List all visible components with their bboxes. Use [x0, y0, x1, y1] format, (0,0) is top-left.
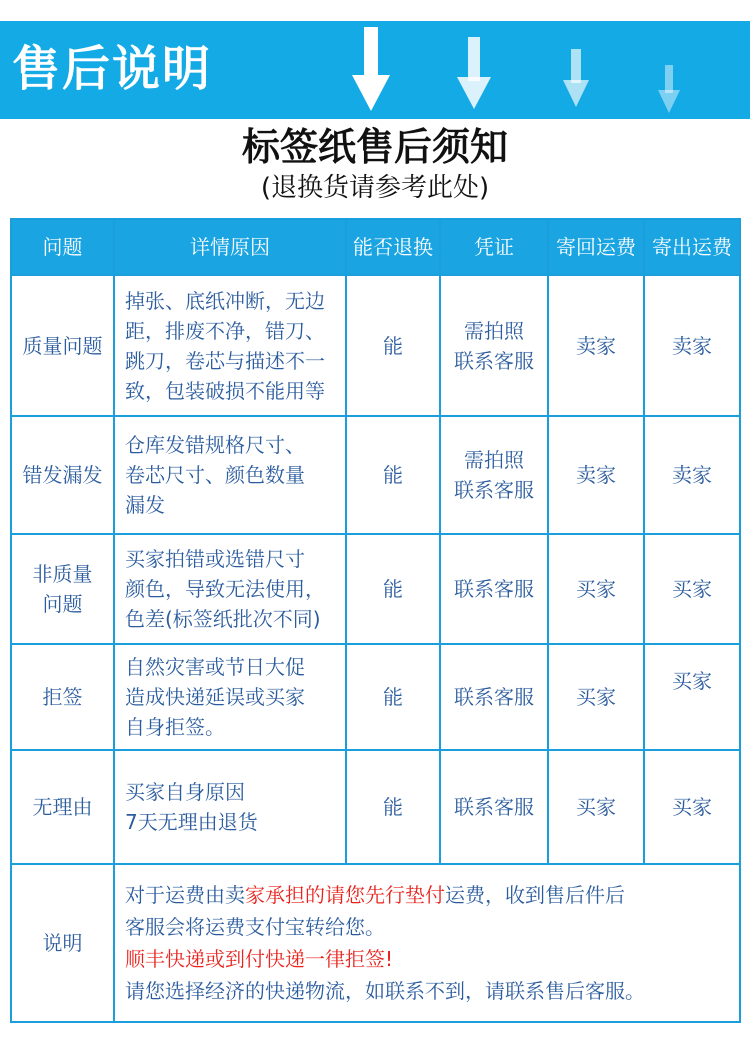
return-fee-cell: 卖家 [548, 275, 644, 416]
returnable-cell: 能 [346, 534, 440, 644]
detail-line: 颜色，导致无法使用， [125, 577, 325, 601]
proof-cell [440, 275, 548, 416]
detail-cell [114, 534, 346, 644]
table-row [11, 416, 740, 534]
returnable-cell: 能 [346, 644, 440, 750]
return-fee-cell: 买家 [548, 644, 644, 750]
down-arrow-icon [457, 37, 491, 109]
note-label-cell: 说明 [11, 864, 114, 1022]
detail-line: 7天无理由退货 [125, 810, 258, 834]
note-line [125, 879, 731, 911]
note-highlight: 家承担的请您先行垫付 [245, 883, 445, 907]
issue-cell: 质量问题 [11, 275, 114, 416]
note-line: 请您选择经济的快递物流，如联系不到，请联系售后客服。 [125, 979, 645, 1003]
send-fee-cell [644, 644, 740, 750]
page-title: 标签纸售后须知 [241, 125, 508, 169]
proof-cell [440, 644, 548, 750]
proof-line: 联系客服 [454, 478, 534, 502]
proof-line: 联系客服 [454, 348, 534, 373]
down-arrow-icon [563, 49, 589, 107]
after-sales-table [10, 218, 741, 1023]
detail-line: 造成快递延误或买家 [125, 685, 305, 709]
column-header: 寄回运费 [548, 219, 644, 275]
detail-line: 仓库发错规格尺寸、 [125, 433, 305, 457]
note-warning: 顺丰快递或到付快递一律拒签! [125, 947, 394, 971]
send-fee-cell: 买家 [644, 750, 740, 864]
detail-line: 致，包装破损不能用等 [125, 378, 325, 403]
return-fee-cell: 卖家 [548, 416, 644, 534]
issue-cell: 拒签 [11, 644, 114, 750]
detail-cell [114, 275, 346, 416]
note-line: 客服会将运费支付宝转给您。 [125, 915, 385, 939]
proof-cell [440, 416, 548, 534]
table-row [11, 644, 740, 750]
column-header: 详情原因 [114, 219, 346, 275]
return-fee-cell: 买家 [548, 534, 644, 644]
detail-line: 自身拒签。 [125, 715, 225, 739]
page-subtitle: (退换货请参考此处) [260, 173, 490, 203]
detail-line: 卷芯尺寸、颜色数量 [125, 463, 305, 487]
detail-line: 买家自身原因 [125, 780, 245, 804]
issue-cell [11, 534, 114, 644]
detail-line: 距，排废不净，错刀、 [125, 318, 325, 343]
proof-line: 需拍照 [464, 448, 524, 472]
note-text: 运费，收到售后件后 [445, 883, 625, 907]
proof-cell [440, 750, 548, 864]
detail-line: 色差(标签纸批次不同) [125, 607, 321, 631]
down-arrow-icon [658, 65, 680, 113]
issue-cell: 无理由 [11, 750, 114, 864]
proof-line: 联系客服 [454, 685, 534, 709]
table-row [11, 750, 740, 864]
returnable-cell: 能 [346, 275, 440, 416]
note-row [11, 864, 740, 1022]
detail-line: 自然灾害或节日大促 [125, 655, 305, 679]
header-banner [0, 21, 750, 119]
issue-line: 问题 [42, 592, 83, 616]
column-header: 寄出运费 [644, 219, 740, 275]
returnable-cell: 能 [346, 750, 440, 864]
column-header: 问题 [11, 219, 114, 275]
proof-line: 需拍照 [464, 318, 524, 343]
proof-cell [440, 534, 548, 644]
detail-cell [114, 644, 346, 750]
note-cell [114, 864, 740, 1022]
detail-cell [114, 416, 346, 534]
send-fee-cell: 买家 [644, 534, 740, 644]
proof-line: 联系客服 [454, 795, 534, 819]
table-row [11, 275, 740, 416]
detail-line: 掉张、底纸冲断，无边 [125, 288, 325, 313]
table-row [11, 534, 740, 644]
send-fee-text: 买家 [672, 669, 712, 693]
detail-line: 跳刀，卷芯与描述不一 [125, 348, 325, 373]
proof-line: 联系客服 [454, 577, 534, 601]
table-header-row [11, 219, 740, 275]
issue-line: 非质量 [32, 562, 93, 586]
down-arrow-icon [352, 27, 390, 111]
note-text: 对于运费由卖 [125, 883, 245, 907]
detail-cell [114, 750, 346, 864]
send-fee-cell: 卖家 [644, 416, 740, 534]
column-header: 能否退换 [346, 219, 440, 275]
detail-line: 漏发 [125, 493, 165, 517]
send-fee-cell: 卖家 [644, 275, 740, 416]
banner-title: 售后说明 [12, 41, 213, 97]
issue-cell: 错发漏发 [11, 416, 114, 534]
returnable-cell: 能 [346, 416, 440, 534]
return-fee-cell: 买家 [548, 750, 644, 864]
detail-line: 买家拍错或选错尺寸 [125, 547, 305, 571]
column-header: 凭证 [440, 219, 548, 275]
